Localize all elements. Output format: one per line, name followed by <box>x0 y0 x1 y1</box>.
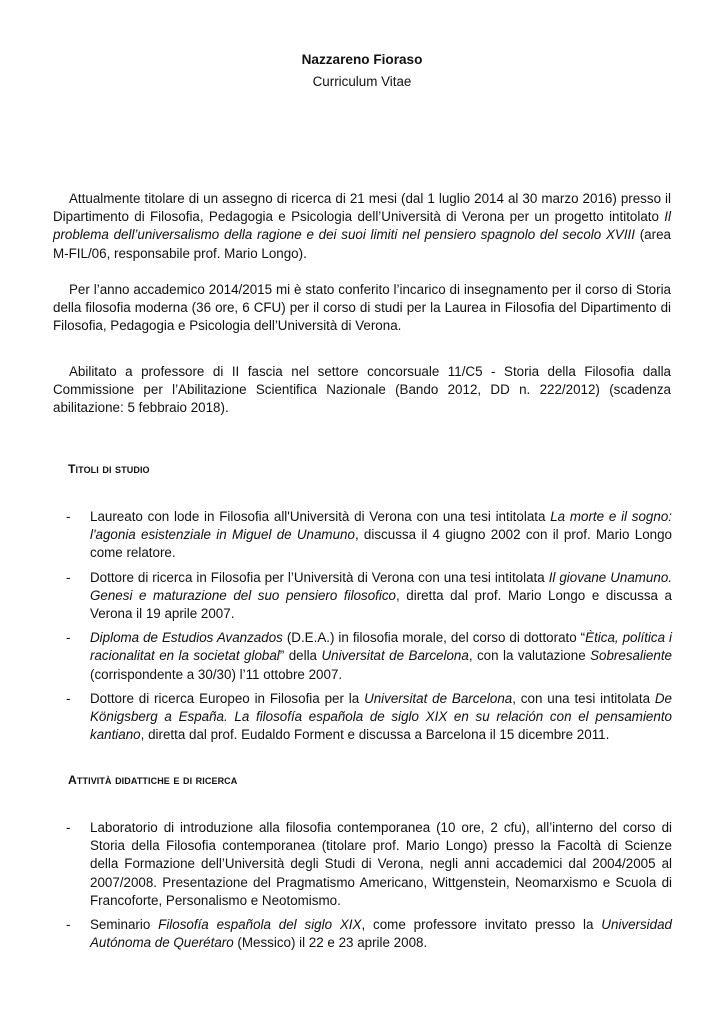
titoli-list <box>66 508 673 744</box>
text-span: ” della <box>279 648 322 664</box>
list-item <box>66 569 672 624</box>
project-title: Il problema dell’universalismo della ragione e dei suoi limiti nel pensiero spagnolo del secolo XVIII <box>53 209 671 243</box>
bullet-dash: - <box>66 917 71 933</box>
section-heading-titoli <box>68 462 150 476</box>
list-item <box>66 819 672 910</box>
bullet-dash: - <box>66 690 71 706</box>
section-heading-text: Attività didattiche e di ricerca <box>68 773 238 787</box>
bullet-dash: - <box>66 569 71 585</box>
list-item <box>66 629 672 684</box>
section-heading-text: Titoli di studio <box>68 462 150 476</box>
grade: Sobresaliente <box>590 648 672 664</box>
author-name: Nazzareno Fioraso <box>301 52 423 67</box>
document-subtitle: Curriculum Vitae <box>312 74 412 89</box>
text-span: Dottore di ricerca in Filosofia per l’Università di Verona con una tesi intitolata <box>90 569 549 585</box>
thesis-title: La morte e il sogno: l'agonia esistenziale in Miguel de Unamuno <box>90 509 672 543</box>
text-span: (corrispondente a 30/30) l’11 ottobre 2007. <box>90 666 343 682</box>
text-span: (Messico) il 22 e 23 aprile 2008. <box>233 935 428 951</box>
university-name: Universitat de Barcelona <box>364 690 513 706</box>
university-name: Universitat de Barcelona <box>321 648 469 664</box>
text-span: , con la valutazione <box>468 648 591 664</box>
list-item <box>66 916 673 952</box>
intro-paragraph-teaching: Per l’anno accademico 2014/2015 mi è stato conferito l’incarico di insegnamento per il corso di Storia della filosofia moderna (36 ore, 6 CFU) per il corso di studi per la Laurea in Filosofia del Dipartimento di Filosofia, Pedagogia e Psicologia dell’Università di Verona. <box>53 282 671 334</box>
section-heading-attivita <box>68 773 237 787</box>
diploma-title: Diploma de Estudios Avanzados <box>90 630 283 646</box>
seminar-title: Filosofía española del siglo XIX <box>158 917 362 933</box>
thesis-title: De Königsberg a España. La filosofía española de siglo XIX en su relación con el pensamiento kantiano <box>90 690 673 743</box>
text-span: (D.E.A.) in filosofia morale, del corso di dottorato “ <box>282 630 586 646</box>
text-span: Laboratorio di introduzione alla filosofia contemporanea (10 ore, 2 cfu), all’interno del corso di Storia della Filosofia contemporanea (titolare prof. Mario Longo) presso la Facoltà di Scienze della Formazione dell’Università degli Studi di Verona, negli anni accademici dal 2004/2005 al 2007/2008. Presentazione del Pragmatismo Americano, Wittgenstein, Neomarxismo e Scuola di Francoforte, Personalismo e Neotomismo. <box>90 820 672 908</box>
bullet-dash: - <box>66 509 71 524</box>
text-span: Laureato con lode in Filosofia all'Università di Verona con una tesi intitolata <box>90 509 551 524</box>
thesis-title: Il giovane Unamuno. Genesi e maturazione del suo pensiero filosofico <box>90 569 672 603</box>
text-span: , come professore invitato presso la <box>361 917 602 933</box>
text-span: (area M-FIL/06, responsabile prof. Mario Longo). <box>53 227 671 261</box>
list-item <box>66 508 672 563</box>
text-span: Attualmente titolare di un assegno di ricerca di 21 mesi (dal 1 luglio 2014 al 30 marzo 2016) presso il Dipartimento di Filosofia, Pedagogia e Psicologia dell’Università di Verona per un progetto intitolato <box>53 191 671 225</box>
intro-paragraph-habilitation: Abilitato a professore di II fascia nel settore concorsuale 11/C5 - Storia della Filosofia dalla Commissione per l’Abilitazione Scientifica Nazionale (Bando 2012, DD n. 222/2012) (scadenza abilitazione: 5 febbraio 2018). <box>53 364 671 416</box>
bullet-dash: - <box>66 630 71 646</box>
intro-paragraph-research-grant <box>53 190 671 263</box>
text-span: Seminario <box>90 917 159 933</box>
list-item <box>66 690 673 745</box>
bullet-dash: - <box>66 820 71 835</box>
university-name: Universidad Autónoma de Querétaro <box>90 917 673 951</box>
course-title: Ètica, política i racionalitat en la societat global <box>90 630 672 664</box>
text-span: , diretta dal prof. Eudaldo Forment e discussa a Barcelona il 15 dicembre 2011. <box>140 727 610 743</box>
text-span: , diretta dal prof. Mario Longo e discussa a Verona il 19 aprile 2007. <box>90 587 672 622</box>
attivita-list <box>66 819 673 952</box>
text-span: , con una tesi intitolata <box>512 690 655 706</box>
text-span: Dottore di ricerca Europeo in Filosofia per la <box>90 690 365 706</box>
text-span: , discussa il 4 giugno 2002 con il prof. Mario Longo come relatore. <box>90 527 672 561</box>
